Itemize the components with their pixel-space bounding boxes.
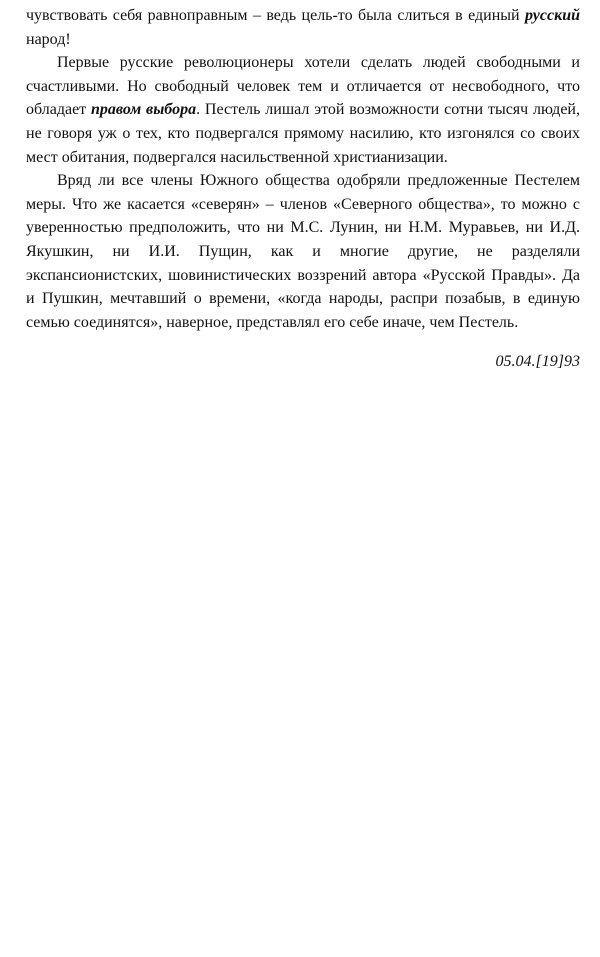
document-page (26, 4, 580, 374)
paragraph-1 (26, 4, 580, 51)
date-signature: 05.04.[19]93 (495, 353, 580, 371)
paragraph-1-text-end: народ! (26, 30, 71, 48)
paragraph-2-text-start: Первые русские революционеры хотели сделать людей свободными и счастливыми. Но свободный человек тем и отличается от несвободного, что обладает (26, 54, 580, 119)
emphasized-phrase-right-of-choice: правом выбора (91, 101, 197, 119)
emphasized-word-russian: русский (525, 7, 580, 24)
paragraph-2-text-end: . Пестель лишал этой возможности сотни тысяч людей, не говоря уж о тех, кто подвергался прямому насилию, кто изгонялся со своих мест обитания, подвергался насильственной христианизации. (26, 101, 580, 166)
paragraph-1-text-start: чувствовать себя равноправным – ведь цель-то была слиться в единый (26, 7, 525, 24)
paragraph-3: Вряд ли все члены Южного общества одобряли предложенные Пестелем меры. Что же касается «северян» – членов «Северного общества», то можно с уверенностью предположить, что ни М.С. Лунин, ни Н.М. Муравьев, ни И.Д. Якушкин, ни И.И. Пущин, как и многие другие, не разделяли экспансионистских, шовинистических воззрений автора «Русской Правды». Да и Пушкин, мечтавший о времени, «когда народы, распри позабыв, в единую семью соединятся», наверное, представлял его себе иначе, чем Пестель. (26, 172, 580, 331)
paragraph-2 (26, 51, 580, 169)
